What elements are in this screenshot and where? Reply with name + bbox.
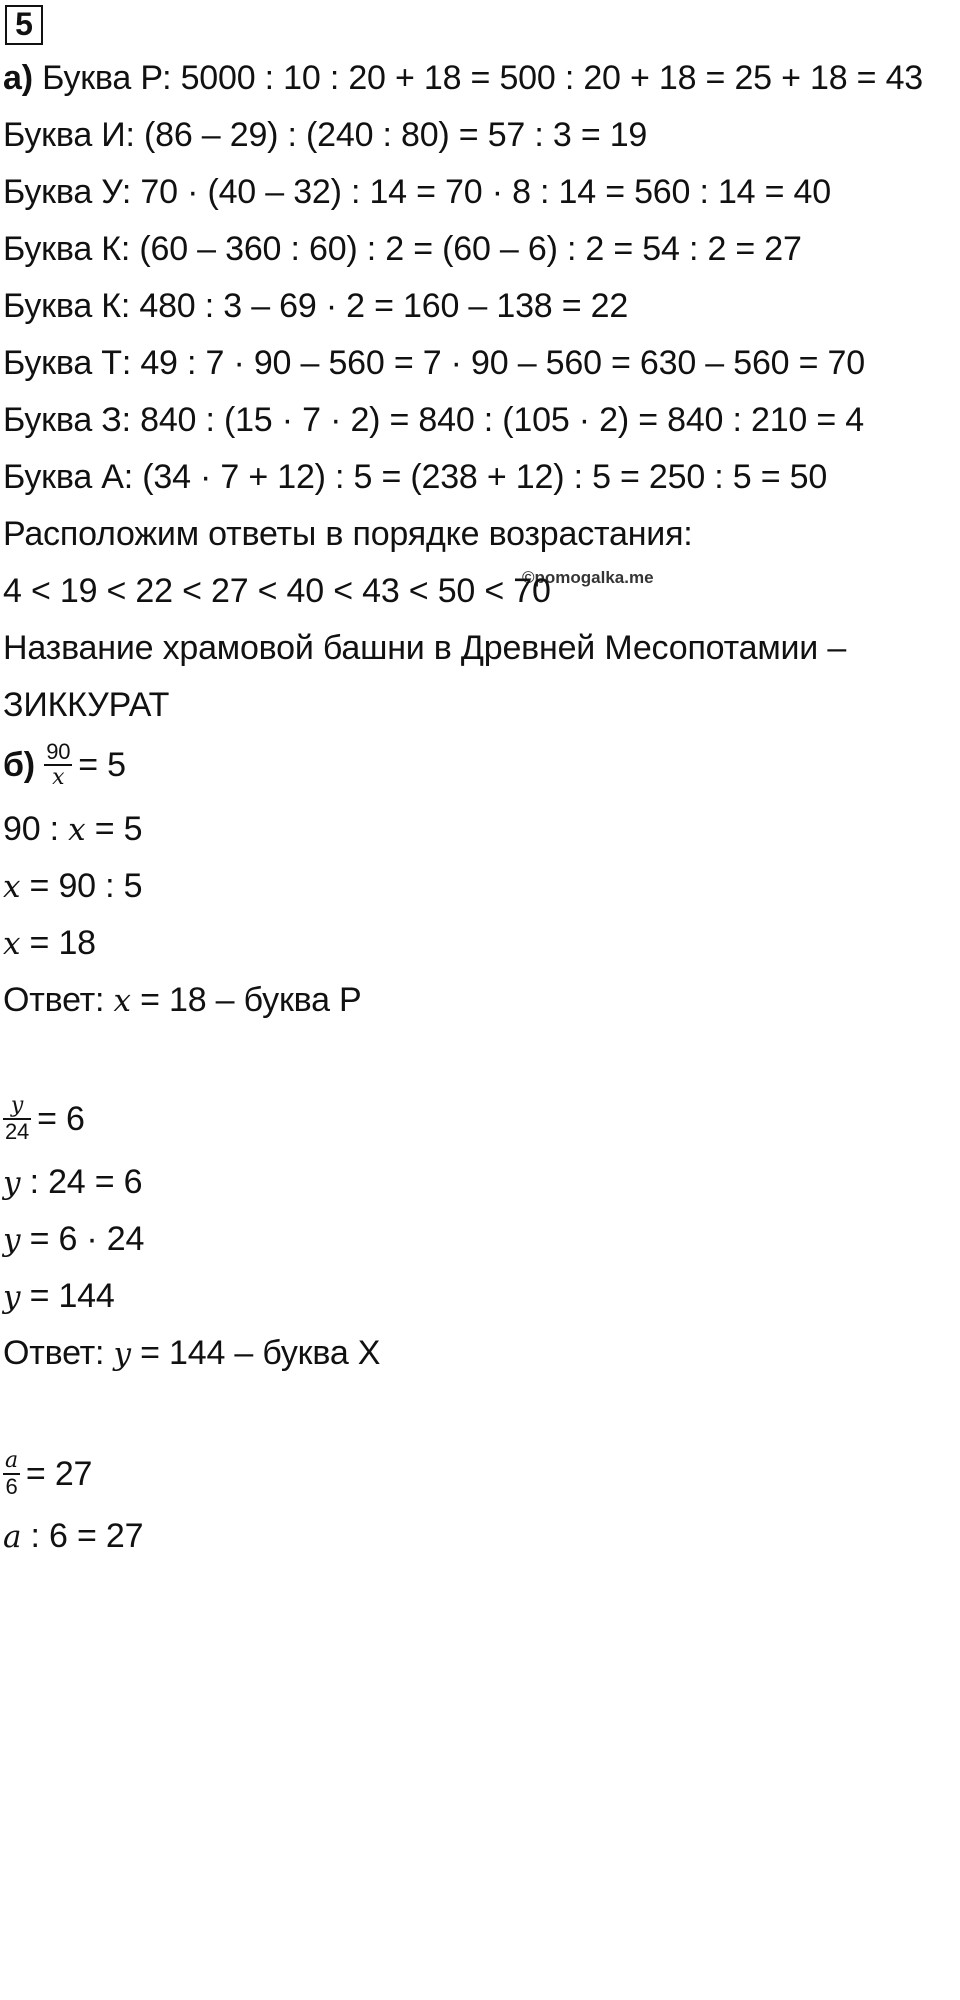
eq1-answer-post: = 18 – буква Р [130,981,362,1019]
eq2-step2-post: = 6 · 24 [20,1220,145,1258]
eq2-step1-post: : 24 = 6 [20,1163,143,1201]
eq3-fraction [3,1449,20,1499]
eq2-numerator: y [3,1094,31,1120]
eq2-answer-post: = 144 – буква Х [130,1334,381,1372]
part-a-line-2: Буква И: (86 – 29) : (240 : 80) = 57 : 3 = 19 [3,116,648,154]
eq1-denominator: x [52,765,65,790]
eq2-step3-var: y [3,1279,21,1315]
eq1-step1-post: = 5 [85,810,143,848]
part-a-label: а) [3,59,33,97]
eq1-step2 [3,864,142,909]
eq1-step1-pre: 90 : [3,810,69,848]
eq1-answer [3,978,362,1023]
tower-text: Название храмовой башни в Древней Месопотамии – [3,629,847,667]
task-number-box [5,5,43,45]
eq1-step2-post: = 90 : 5 [20,867,143,905]
eq2-step3 [3,1274,115,1319]
eq1-answer-pre: Ответ: [3,981,114,1019]
part-a-line-3: Буква У: 70 · (40 – 32) : 14 = 70 · 8 : 14 = 560 : 14 = 40 [3,173,831,211]
eq1-fraction [44,740,72,790]
eq2-rest: = 6 [37,1099,85,1138]
eq2-denominator: 24 [5,1119,30,1144]
part-a-line-1-text: Буква Р: 5000 : 10 : 20 + 18 = 500 : 20 + 18 = 25 + 18 = 43 [32,59,924,97]
eq3-denominator: 6 [5,1474,18,1499]
eq2-line [3,1093,85,1146]
eq2-answer-pre: Ответ: [3,1334,114,1372]
eq1-step1 [3,807,142,852]
tower-answer: ЗИККУРАТ [3,686,170,724]
eq3-step1 [3,1514,143,1559]
part-a-line-1 [3,56,923,100]
eq1-line [3,739,126,792]
eq3-step1-post: : 6 = 27 [21,1517,144,1555]
eq3-step1-var: a [3,1519,22,1555]
eq1-numerator: 90 [46,739,71,764]
part-a-line-8: Буква А: (34 · 7 + 12) : 5 = (238 + 12) : 5 = 250 : 5 = 50 [3,458,828,496]
eq2-step2 [3,1217,144,1262]
eq2-fraction [3,1094,31,1144]
part-a-line-5: Буква К: 480 : 3 – 69 · 2 = 160 – 138 = 22 [3,287,629,325]
order-result: 4 < 19 < 22 < 27 < 40 < 43 < 50 < 70 [3,572,551,610]
eq1-step3-var: x [3,926,21,962]
eq1-step3-post: = 18 [20,924,96,962]
eq2-answer [3,1331,380,1376]
eq2-answer-var: y [113,1336,131,1372]
eq2-step1-var: y [3,1165,21,1201]
eq2-step2-var: y [3,1222,21,1258]
part-b-label: б) [3,745,35,784]
part-a-line-6: Буква Т: 49 : 7 · 90 – 560 = 7 · 90 – 560 = 630 – 560 = 70 [3,344,865,382]
eq3-rest: = 27 [25,1454,93,1493]
part-a-line-7: Буква З: 840 : (15 · 7 · 2) = 840 : (105 · 2) = 840 : 210 = 4 [3,401,864,439]
eq2-step1 [3,1160,142,1205]
eq3-line [3,1448,93,1501]
watermark: ©pomogalka.me [522,568,654,587]
eq3-numerator: a [5,1448,18,1473]
order-heading: Расположим ответы в порядке возрастания: [3,515,693,553]
eq1-step1-var: x [68,812,86,848]
task-number: 5 [15,6,33,42]
part-a-line-4: Буква К: (60 – 360 : 60) : 2 = (60 – 6) : 2 = 54 : 2 = 27 [3,230,802,268]
eq2-step3-post: = 144 [20,1277,115,1315]
eq1-step2-var: x [3,869,21,905]
eq1-rest: = 5 [78,745,126,784]
eq1-answer-var: x [113,983,131,1019]
eq1-step3 [3,921,96,966]
